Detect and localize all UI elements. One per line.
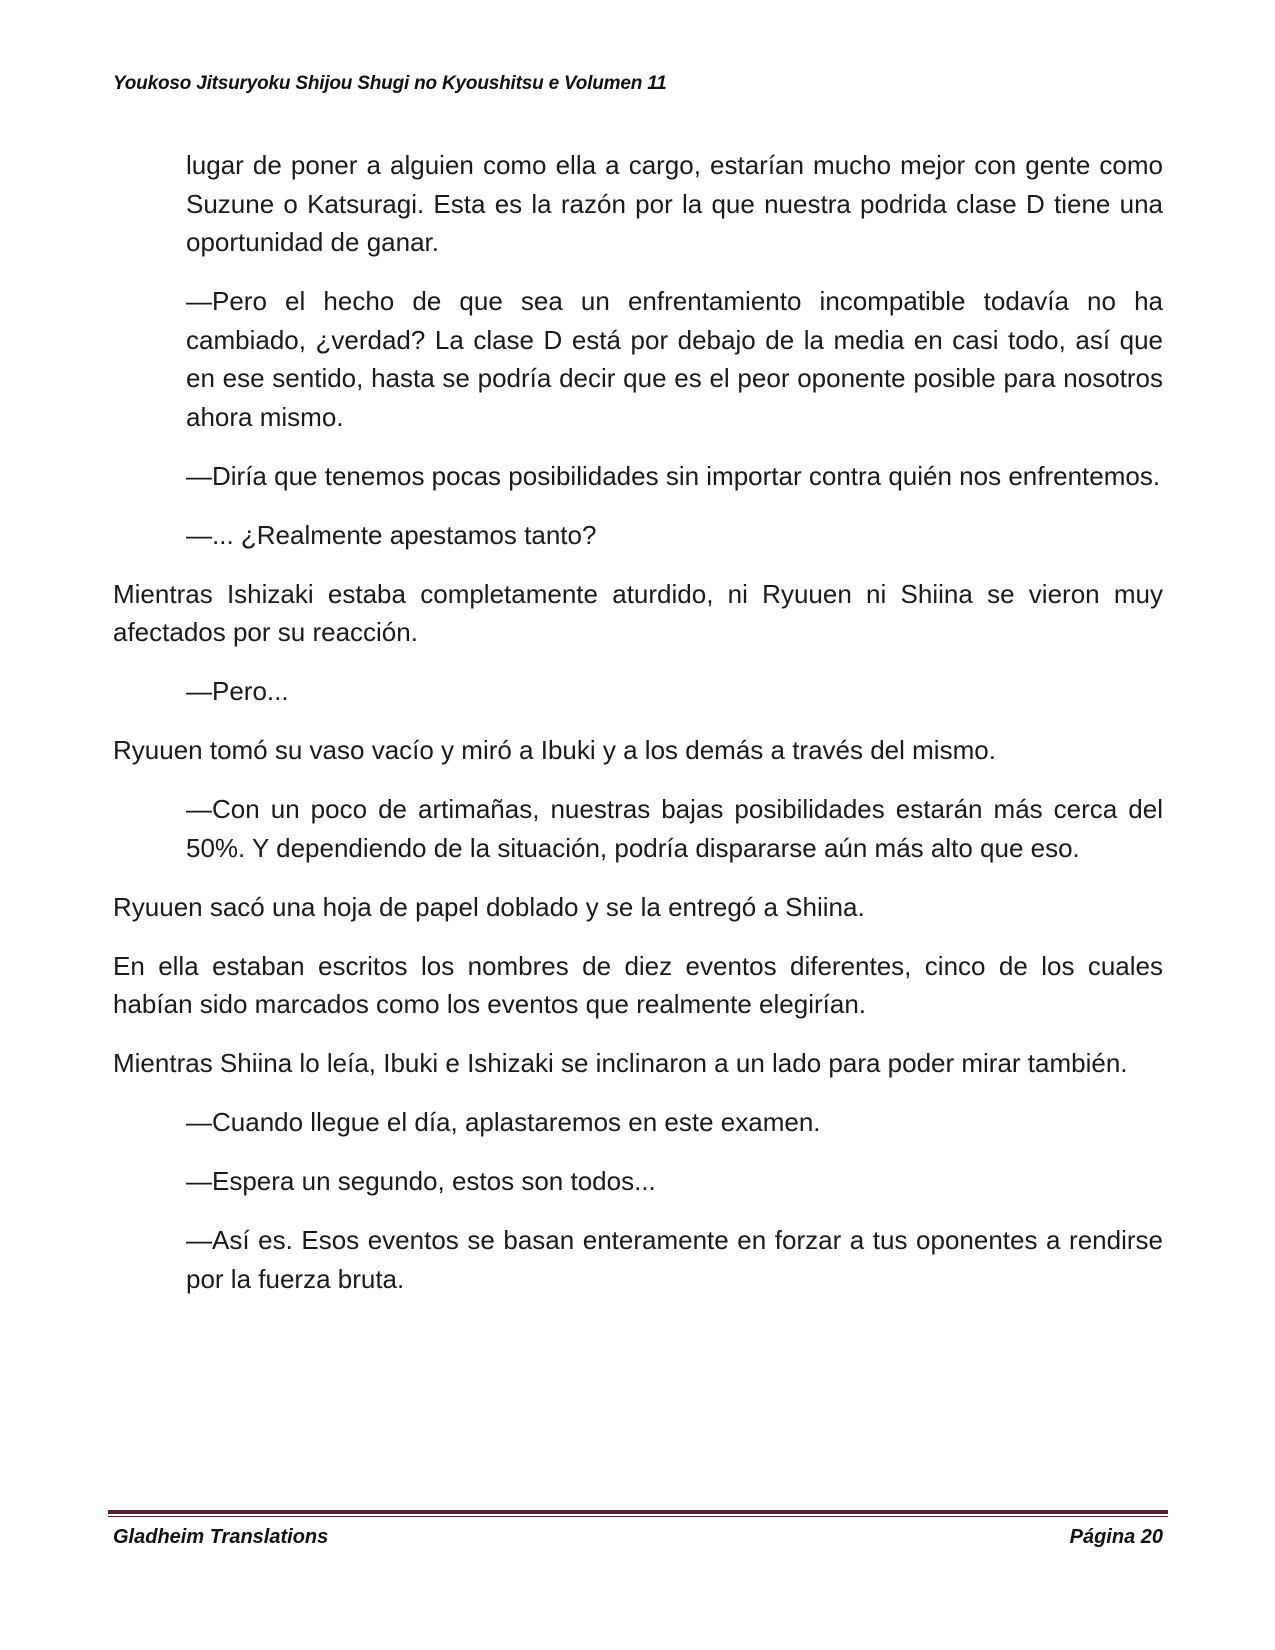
- paragraph: —... ¿Realmente apestamos tanto?: [186, 519, 597, 550]
- paragraph: lugar de poner a alguien como ella a cargo, estarían mucho mejor con gente como Suzune o Katsuragi. Esta es la razón por la que nuestra podrida clase D tiene una oportunidad de ganar.: [186, 150, 1163, 257]
- document-body: [113, 146, 1163, 1319]
- paragraph: —Con un poco de artimañas, nuestras bajas posibilidades estarán más cerca del 50%. Y dependiendo de la situación, podría dispararse aún más alto que eso.: [186, 794, 1163, 863]
- paragraph: Ryuuen tomó su vaso vacío y miró a Ibuki y a los demás a través del mismo.: [113, 735, 996, 765]
- paragraph: —Cuando llegue el día, aplastaremos en este examen.: [186, 1107, 821, 1137]
- running-header-title: Youkoso Jitsuryoku Shijou Shugi no Kyoushitsu e Volumen 11: [113, 73, 667, 94]
- paragraph: —Espera un segundo, estos son todos...: [186, 1166, 656, 1196]
- paragraph: —Diría que tenemos pocas posibilidades sin importar contra quién nos enfrentemos.: [186, 460, 1161, 491]
- footer-page-number: Página 20: [1069, 1526, 1163, 1548]
- paragraph: Ryuuen sacó una hoja de papel doblado y se la entregó a Shiina.: [113, 891, 865, 922]
- paragraph: Mientras Ishizaki estaba completamente aturdido, ni Ryuuen ni Shiina se vieron muy afectados por su reacción.: [113, 578, 1163, 647]
- footer-publisher: Gladheim Translations: [113, 1526, 329, 1548]
- paragraph: Mientras Shiina lo leía, Ibuki e Ishizaki se inclinaron a un lado para poder mirar también.: [113, 1048, 1128, 1078]
- footer-divider: [108, 1510, 1168, 1517]
- paragraph: —Así es. Esos eventos se basan enteramente en forzar a tus oponentes a rendirse por la fuerza bruta.: [186, 1225, 1163, 1294]
- paragraph: —Pero el hecho de que sea un enfrentamiento incompatible todavía no ha cambiado, ¿verdad? La clase D está por debajo de la media en casi todo, así que en ese sentido, hasta se podría decir que es el peor oponente posible para nosotros ahora mismo.: [186, 286, 1163, 432]
- paragraph: En ella estaban escritos los nombres de diez eventos diferentes, cinco de los cuales habían sido marcados como los eventos que realmente elegirían.: [113, 950, 1163, 1019]
- paragraph: —Pero...: [186, 676, 289, 706]
